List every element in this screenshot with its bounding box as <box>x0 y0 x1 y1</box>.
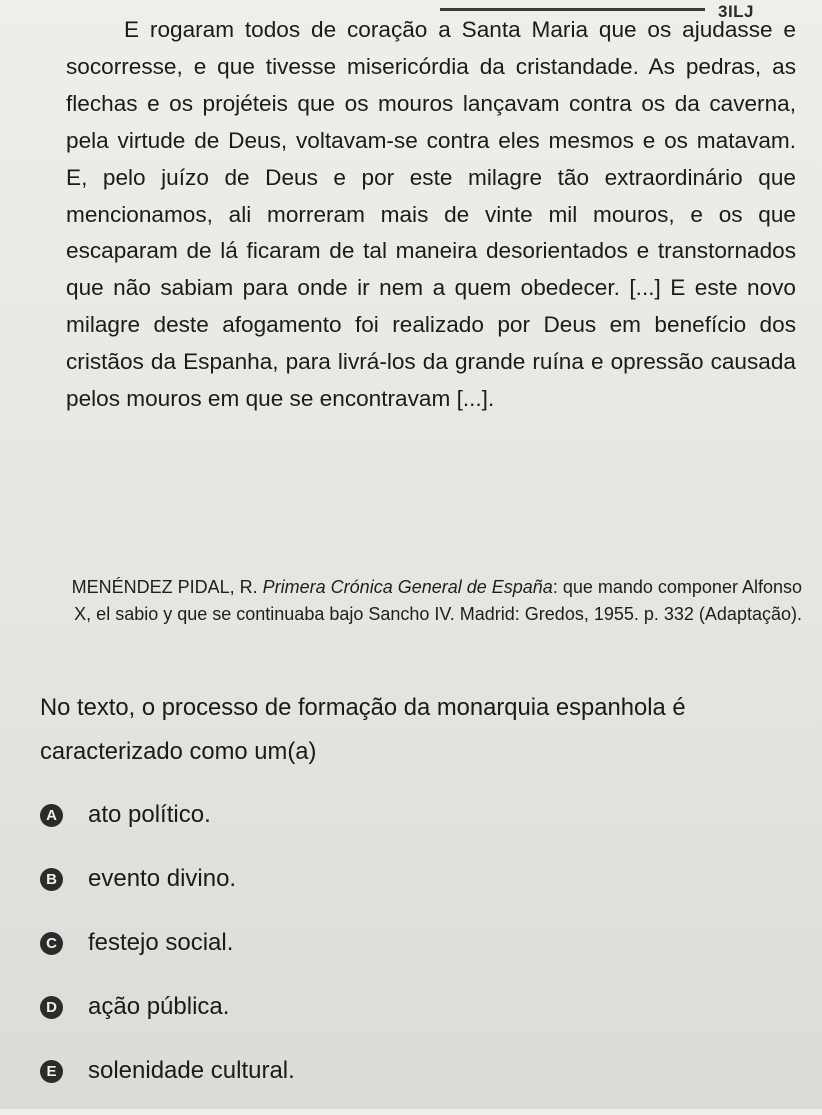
option-a[interactable] <box>40 795 295 859</box>
answer-options <box>40 795 295 1115</box>
option-a-text: ato político. <box>88 801 211 828</box>
option-d-text: ação pública. <box>88 993 230 1020</box>
option-c[interactable] <box>40 923 295 987</box>
citation-details: : que mando componer Alfonso X, el sabio y que se continuaba bajo Sancho IV. Madrid: Gredos, 1955. p. 332 (Adaptação). <box>74 577 802 624</box>
page-code: 3ILJ <box>718 2 755 21</box>
option-c-text: festejo social. <box>88 929 234 956</box>
option-e[interactable] <box>40 1051 295 1115</box>
option-e-text: solenidade cultural. <box>88 1057 295 1084</box>
option-b[interactable] <box>40 859 295 923</box>
option-a-letter: A <box>40 804 63 827</box>
source-passage: E rogaram todos de coração a Santa Maria que os ajudasse e socorresse, e que tivesse misericórdia da cristandade. As pedras, as flechas e os projéteis que os mouros lançavam contra os da caverna, pela virtude de Deus, voltavam-se contra eles mesmos e os matavam. E, pelo juízo de Deus e por este milagre tão extraordinário que mencionamos, ali morreram mais de vinte mil mouros, e os que escaparam de lá ficaram de tal maneira desorientados e transtornados que não sabiam para onde ir nem a quem obedecer. [...] E este novo milagre deste afogamento foi realizado por Deus em benefício dos cristãos da Espanha, para livrá-los da grande ruína e opressão causada pelos mouros em que se encontravam [...]. <box>66 17 796 412</box>
option-d[interactable] <box>40 987 295 1051</box>
option-b-text: evento divino. <box>88 865 237 892</box>
source-citation <box>60 574 802 628</box>
header-rule <box>440 8 705 11</box>
citation-author: MENÉNDEZ PIDAL, R. <box>71 577 258 597</box>
question-stem: No texto, o processo de formação da monarquia espanhola é caracterizado como um(a) <box>40 694 686 765</box>
option-e-letter: E <box>40 1060 63 1083</box>
option-b-letter: B <box>40 868 63 891</box>
citation-title: Primera Crónica General de España <box>262 577 553 597</box>
option-c-letter: C <box>40 932 63 955</box>
option-d-letter: D <box>40 996 63 1019</box>
